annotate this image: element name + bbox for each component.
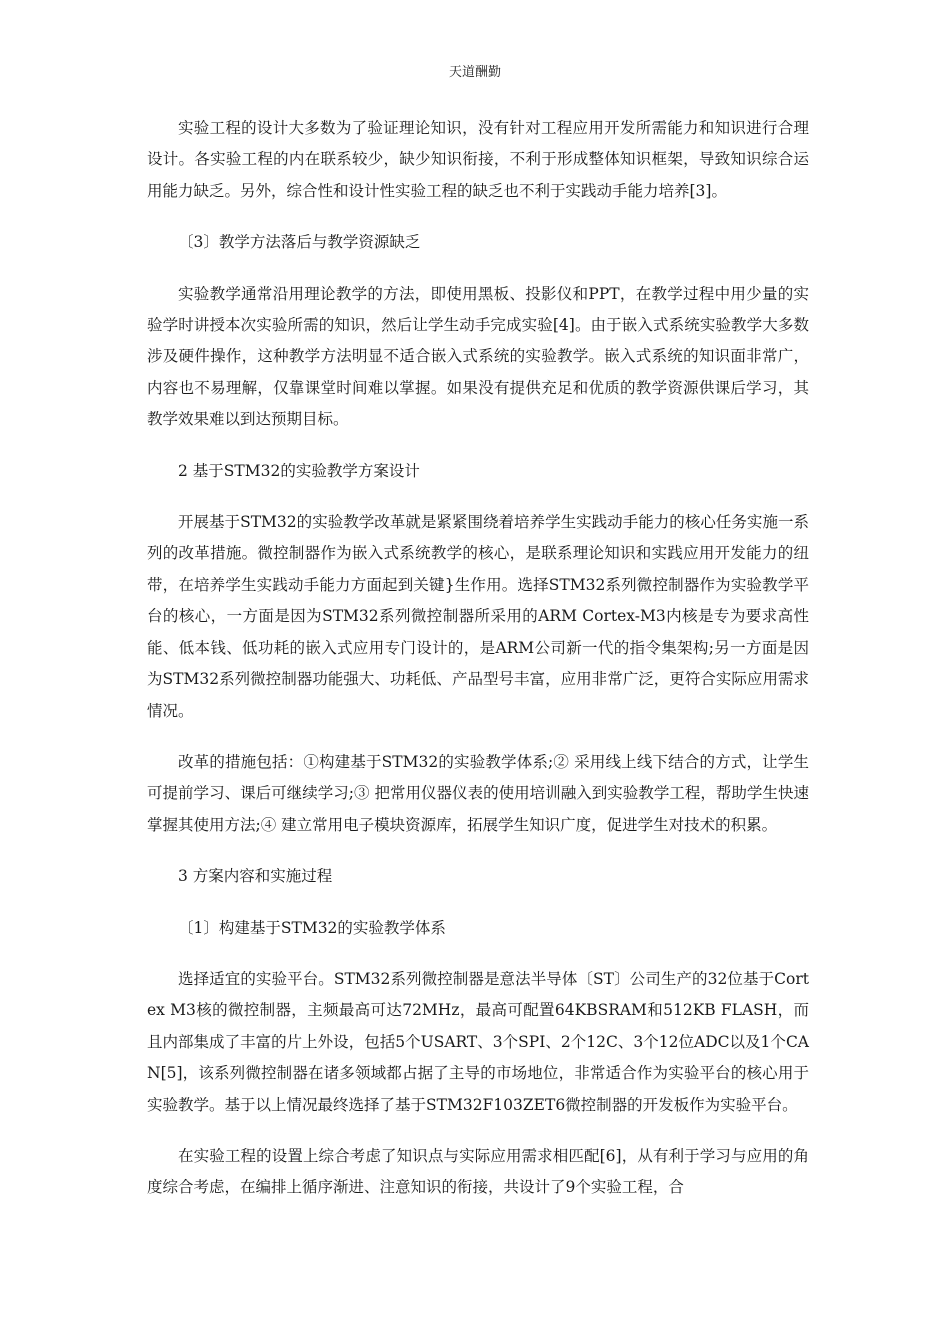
paragraph-experiment-design: 实验工程的设计大多数为了验证理论知识，没有针对工程应用开发所需能力和知识进行合理设计。各实验工程的内在联系较少，缺少知识衔接，不利于形成整体知识框架，导致知识综合运用能力缺乏。另外，综合性和设计性实验工程的缺乏也不利于实践动手能力培养[3]。 [147, 119, 809, 200]
body-text [147, 113, 809, 1224]
paragraph-teaching-methods: 实验教学通常沿用理论教学的方法，即使用黑板、投影仪和PPT，在教学过程中用少量的实验学时讲授本次实验所需的知识，然后让学生动手完成实验[4]。由于嵌入式系统实验教学大多数涉及硬件操作，这种教学方法明显不适合嵌入式系统的实验教学。嵌入式系统的知识面非常广，内容也不易理解，仅靠课堂时间难以掌握。如果没有提供充足和优质的教学资源供课后学习，其教学效果难以到达预期目标。 [147, 284, 809, 429]
page-header: 天道酬勤 [448, 65, 501, 80]
paragraph-platform-choice: 选择适宜的实验平台。STM32系列微控制器是意法半导体〔ST〕公司生产的32位基于Cortex M3核的微控制器，主频最高可达72MHz，最高可配置64KBSRAM和512KB FLASH，而且内部集成了丰富的片上外设，包括5个USART、3个SPI、2个12C、3个12位ADC以及1个CAN[5]，该系列微控制器在诸多领域都占据了主导的市场地位，非常适合作为实验平台的核心用于实验教学。基于以上情况最终选择了基于STM32F103ZET6微控制器的开发板作为实验平台。 [147, 969, 809, 1114]
paragraph-stm32-reform: 开展基于STM32的实验教学改革就是紧紧围绕着培养学生实践动手能力的核心任务实施一系列的改革措施。微控制器作为嵌入式系统教学的核心，是联系理论知识和实践应用开发能力的纽带，在培养学生实践动手能力方面起到关键}生作用。选择STM32系列微控制器作为实验教学平台的核心，一方面是因为STM32系列微控制器所采用的ARM Cortex-M3内核是专为要求高性能、低本钱、低功耗的嵌入式应用专门设计的，是ARM公司新一代的指令集架构;另一方面是因为STM32系列微控制器功能强大、功耗低、产品型号丰富，应用非常广泛，更符合实际应用需求情况。 [147, 513, 809, 720]
paragraph-project-setup: 在实验工程的设置上综合考虑了知识点与实际应用需求相匹配[6]，从有利于学习与应用的角度综合考虑，在编排上循序渐进、注意知识的衔接，共设计了9个实验工程，合 [147, 1146, 809, 1197]
section-heading-plan-content: 3 方案内容和实施过程 [178, 867, 333, 886]
section-heading-build-system: 〔1〕构建基于STM32的实验教学体系 [178, 918, 446, 937]
paragraph-reform-measures: 改革的措施包括：①构建基于STM32的实验教学体系;② 采用线上线下结合的方式，让学生可提前学习、课后可继续学习;③ 把常用仪器仪表的使用培训融入到实验教学工程，帮助学生快速掌握其使用方法;④ 建立常用电子模块资源库，拓展学生知识广度，促进学生对技术的积累。 [147, 752, 809, 834]
section-heading-stm32-design: 2 基于STM32的实验教学方案设计 [178, 461, 420, 480]
section-heading-teaching-methods: 〔3〕教学方法落后与教学资源缺乏 [178, 233, 421, 252]
